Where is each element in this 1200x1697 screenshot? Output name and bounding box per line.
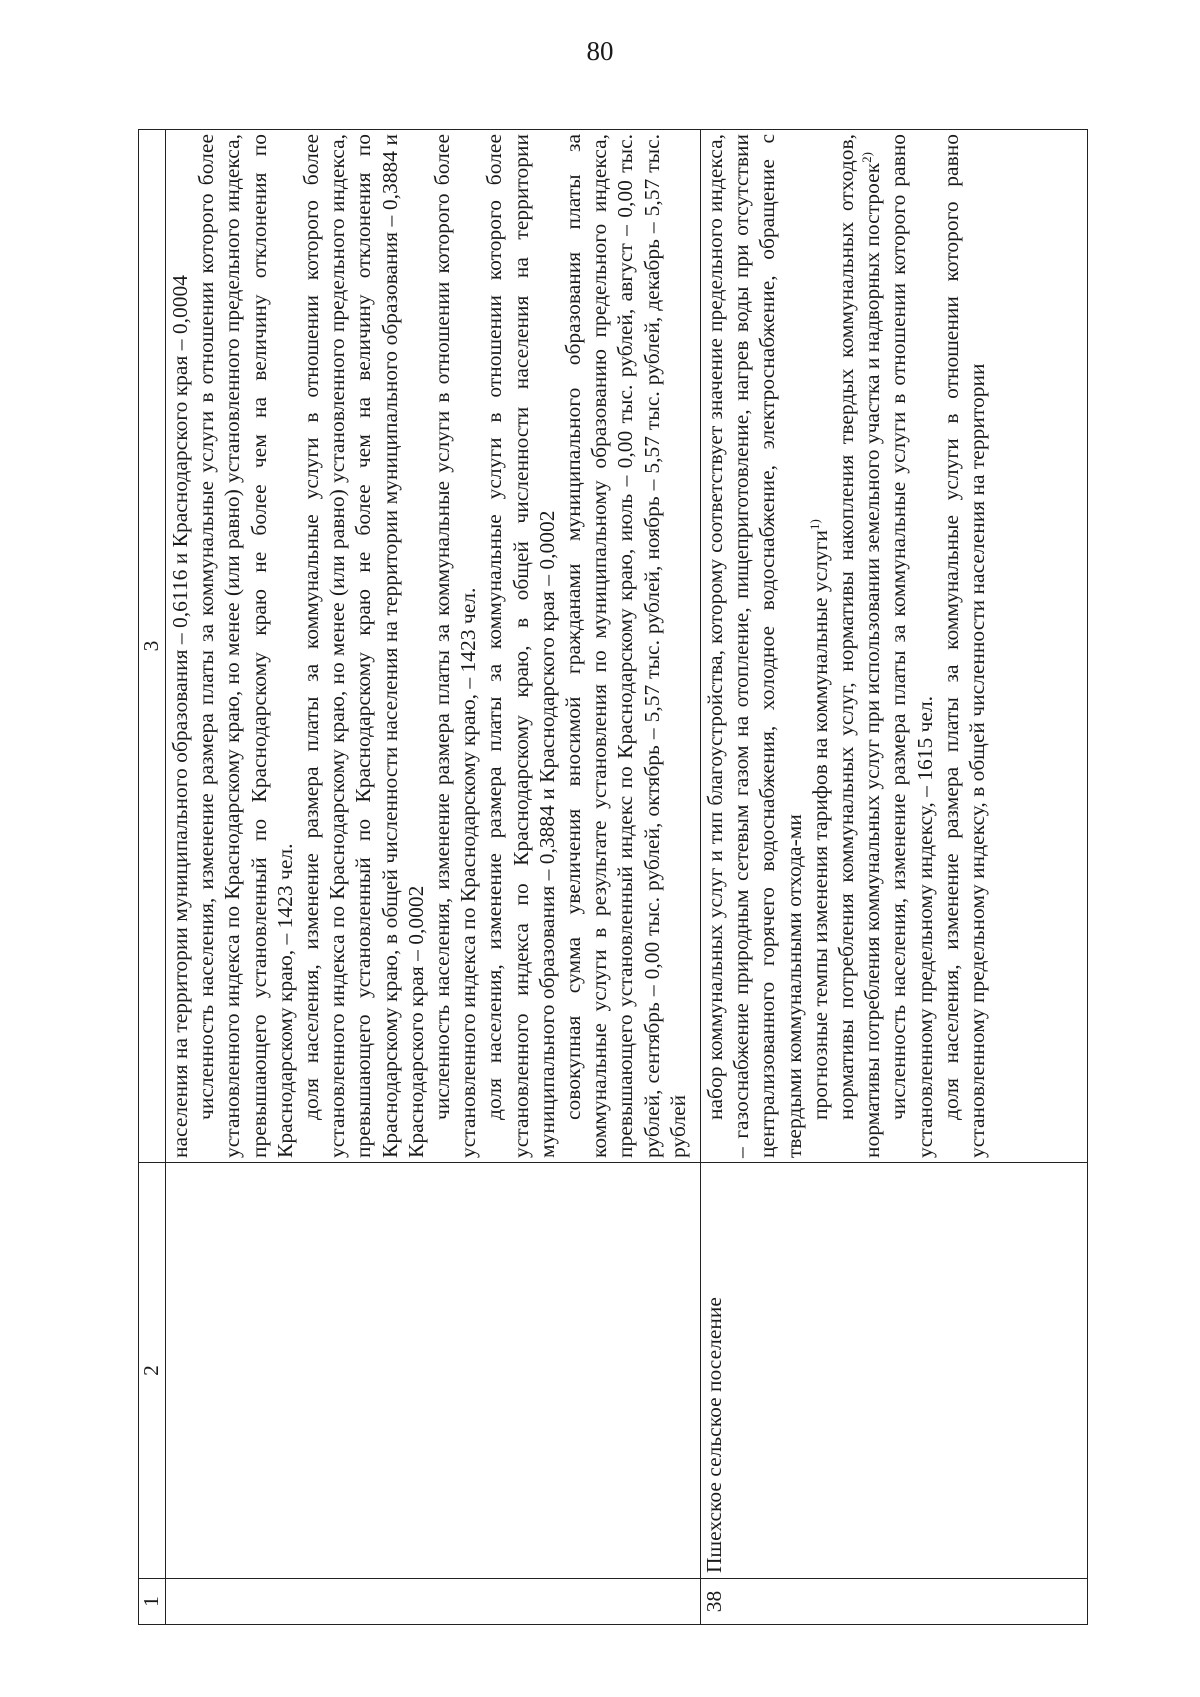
- table-row: [166, 130, 701, 1625]
- column-header-1: 1: [139, 1579, 166, 1625]
- paragraph: численность населения, изменение размера платы за коммунальные услуги в отношении которого равно установленному предельному индексу, – 1615 чел.: [886, 134, 937, 1158]
- municipality-name-cell: Пшехское сельское поселение: [701, 1163, 1088, 1579]
- paragraph: набор коммунальных услуг и тип благоустройства, которому соответствует значение предельного индекса, – газоснабжение природным сетевым газом на отопление, пищеприготовление, нагрев воды при отсутствии централизованного горячего водоснабжения, холодное водоснабжение, электроснабжение, обращение с твердыми коммунальными отхода-ми: [703, 134, 806, 1158]
- footnote-marker: 1): [806, 519, 822, 531]
- municipality-name-cell: [166, 1163, 701, 1579]
- table-header-row: [139, 130, 166, 1625]
- paragraph-text: прогнозные темпы изменения тарифов на коммунальные услуги: [807, 530, 832, 1120]
- paragraph: доля населения, изменение размера платы за коммунальные услуги в отношении которого более установленного индекса по Краснодарскому краю, но менее (или равно) установленного предельного индекса, превышающего установленный по Краснодарскому краю не более чем на величину отклонения по Краснодарскому краю, в общей численности населения на территории муниципального образования – 0,3884 и Краснодарского края – 0,0002: [299, 134, 428, 1158]
- paragraph: [807, 134, 833, 1158]
- data-table: [138, 129, 1088, 1625]
- details-cell: [166, 130, 701, 1163]
- column-header-2: 2: [139, 1163, 166, 1579]
- paragraph: доля населения, изменение размера платы за коммунальные услуги в отношении которого равно установленному предельному индексу, в общей численности населения на территории: [938, 134, 990, 1158]
- rotated-table-container: [138, 130, 1086, 1625]
- column-header-3: 3: [139, 130, 166, 1163]
- paragraph: совокупная сумма увеличения вносимой гражданами муниципального образования платы за коммунальные услуги в результате установления по муниципальному образованию предельного индекса, превышающего установленный индекс по Краснодарскому краю, июль – 0,00 тыс. рублей, август – 0,00 тыс. рублей, сентябрь – 0,00 тыс. рублей, октябрь – 5,57 тыс. рублей, ноябрь – 5,57 тыс. рублей, декабрь – 5,57 тыс. рублей: [561, 134, 690, 1158]
- paragraph: численность населения, изменение размера платы за коммунальные услуги в отношении которого более установленного индекса по Краснодарскому краю, – 1423 чел.: [430, 134, 481, 1158]
- row-number-cell: 38: [701, 1579, 1088, 1625]
- table-row: [701, 130, 1088, 1625]
- paragraph: [833, 134, 885, 1158]
- paragraph-text: нормативы потребления коммунальных услуг, нормативы накопления твердых коммунальных отходов, нормативы потребления коммунальных услуг при использовании земельного участка и надворных построек: [834, 134, 885, 1158]
- paragraph: населения на территории муниципального образования – 0,6116 и Краснодарского края – 0,0004: [168, 275, 192, 1158]
- row-number-cell: [166, 1579, 701, 1625]
- details-cell: [701, 130, 1088, 1163]
- footnote-marker: 2): [859, 152, 875, 163]
- page-number: 80: [586, 36, 614, 66]
- paragraph: доля населения, изменение размера платы за коммунальные услуги в отношении которого более установленного индекса по Краснодарскому краю, в общей численности населения на территории муниципального образования – 0,3884 и Краснодарского края – 0,0002: [482, 134, 559, 1158]
- paragraph: численность населения, изменение размера платы за коммунальные услуги в отношении которого более установленного индекса по Краснодарскому краю, но менее (или равно) установленного предельного индекса, превышающего установленный по Краснодарскому краю не более чем на величину отклонения по Краснодарскому краю, – 1423 чел.: [194, 134, 297, 1158]
